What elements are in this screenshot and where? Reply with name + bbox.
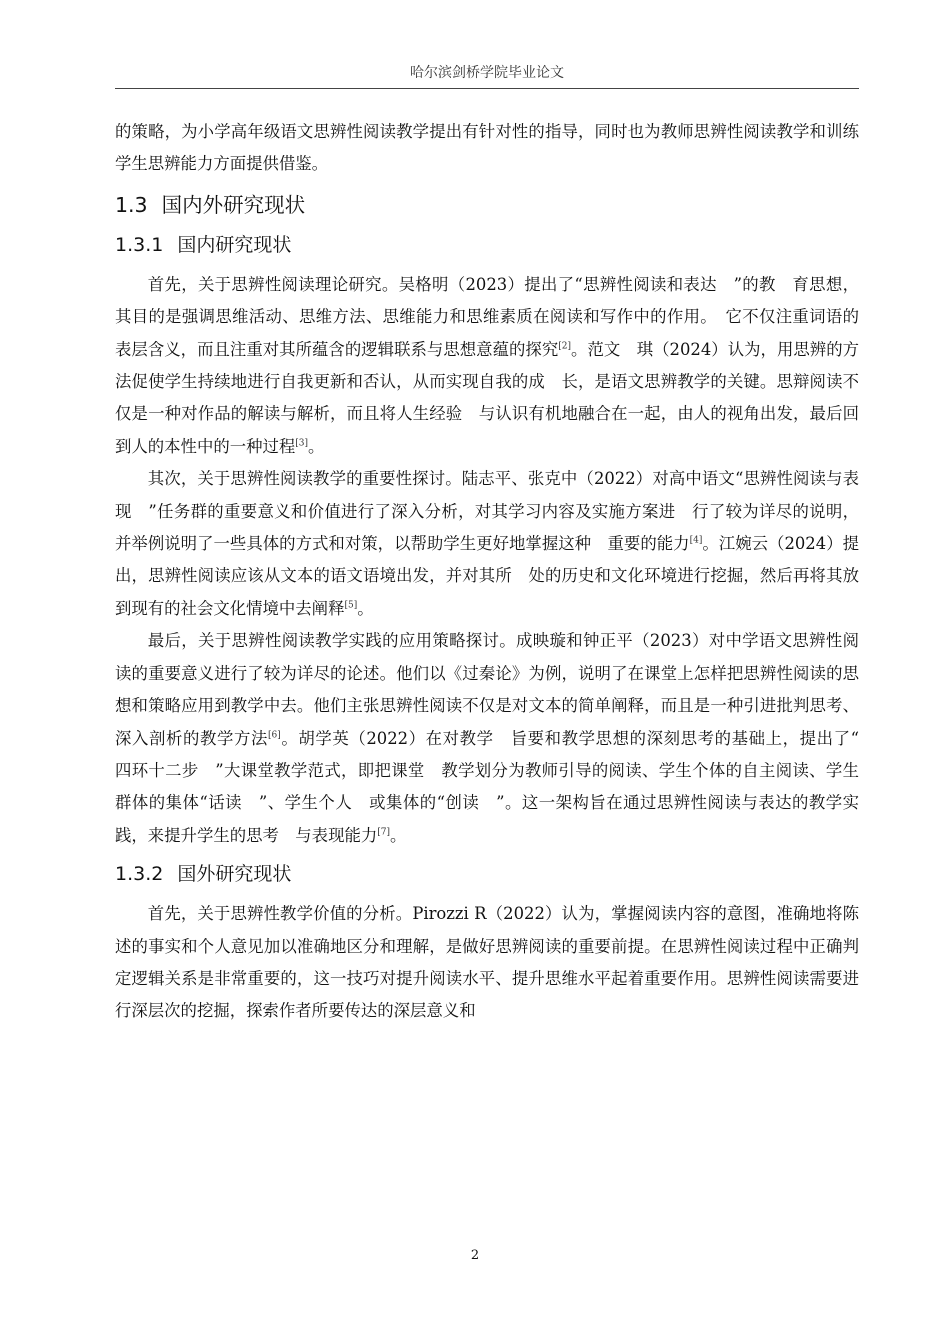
section-number: 1.3: [115, 192, 148, 217]
subsection-number: 1.3.1: [115, 233, 164, 256]
citation-marker: [7]: [377, 827, 390, 838]
paragraph-text: 首先，关于思辨性阅读理论研究。吴格明（2023）提出了“思辨性阅读和表达 ”的教 育思想，其目的是强调思维活动、思维方法、思维能力和思维素质在阅读和写作中的作用。 它不仅注重词语的表层含义，而且注重对其所蕴含的逻辑联系与思想意蕴的探究: [115, 274, 859, 359]
subsection-title: 国外研究现状: [177, 863, 292, 886]
section-heading-1-3: [115, 187, 859, 223]
citation-marker: [5]: [344, 600, 358, 611]
paragraph-text: 其次，关于思辨性阅读教学的重要性探讨。陆志平、张克中（2022）对高中语文“思辨性阅读与表现 ”任务群的重要意义和价值进行了深入分析，对其学习内容及实施方案进 行了较为详尽的说明，并举例说明了一些具体的方式和对策，以帮助学生更好地掌握这种 重要的能力: [115, 469, 859, 554]
citation-marker: [2]: [558, 341, 572, 352]
paragraph-end: 。: [390, 825, 407, 845]
subsection-title: 国内研究现状: [177, 233, 292, 256]
citation-marker: [4]: [689, 535, 703, 546]
domestic-paragraph-3: [115, 625, 876, 852]
running-header: 哈尔滨剑桥学院毕业论文: [410, 65, 564, 81]
section-title: 国内外研究现状: [161, 192, 306, 217]
citation-marker: [6]: [268, 730, 281, 741]
citation-marker: [3]: [295, 438, 309, 449]
domestic-paragraph-1: [115, 269, 859, 463]
subsection-heading-1-3-2: [115, 856, 859, 892]
paragraph-text: 。范文 琪（2024）认为，用思辨的方法促使学生持续地进行自我更新和否认，从而实现自我的成 长，是语文思辨教学的关键。思辩阅读不仅是一种对作品的解读与解析，而且将人生经验 与认识有机地融合在一起，由人的视角出发，最后回到人的本性中的一种过程: [115, 339, 860, 456]
subsection-number: 1.3.2: [115, 863, 164, 886]
domestic-paragraph-2: [115, 463, 859, 625]
page-number: 2: [470, 1248, 480, 1263]
paragraph-text: 。胡学英（2022）在对教学 旨要和教学思想的深刻思考的基础上，提出了“ 四环十二步 ”大课堂教学范式，即把课堂 教学划分为教师引导的阅读、学生个体的自主阅读、学生群体的集体“话读 ”、学生个人 或集体的“创读 ”。这一架构旨在通过思辨性阅读与表达的教学实践，来提升学生的思考 与表现能力: [115, 728, 876, 845]
header-divider: [115, 88, 859, 89]
paragraph-end: 。: [308, 436, 325, 456]
foreign-paragraph-1: 首先，关于思辨性教学价值的分析。Pirozzi R（2022）认为，掌握阅读内容的意图，准确地将陈述的事实和个人意见加以准确地区分和理解，是做好思辨阅读的重要前提。在思辨性阅读过程中正确判定逻辑关系是非常重要的，这一技巧对提升阅读水平、提升思维水平起着重要作用。思辨性阅读需要进行深层次的挖掘，探索作者所要传达的深层意义和: [115, 904, 859, 1021]
paragraph-text: 。江婉云（2024）提出，思辨性阅读应该从文本的语文语境出发，并对其所 处的历史和文化环境进行挖掘，然后再将其放到现有的社会文化情境中去阐释: [115, 534, 860, 618]
paragraph-text: 最后，关于思辨性阅读教学实践的应用策略探讨。成映璇和钟正平（2023）对中学语文思辨性阅读的重要意义进行了较为详尽的论述。他们以《过秦论》为例，说明了在课堂上怎样把思辨性阅读的思想和策略应用到教学中去。他们主张思辨性阅读不仅是对文本的简单阐释，而且是一种引进批判思考、深入剖析的教学方法: [115, 631, 859, 748]
page-body: [115, 116, 876, 1028]
paragraph-end: 。: [357, 598, 374, 618]
subsection-heading-1-3-1: [115, 227, 859, 263]
intro-paragraph: 的策略，为小学高年级语文思辨性阅读教学提出有针对性的指导，同时也为教师思辨性阅读教学和训练学生思辨能力方面提供借鉴。: [115, 122, 859, 174]
